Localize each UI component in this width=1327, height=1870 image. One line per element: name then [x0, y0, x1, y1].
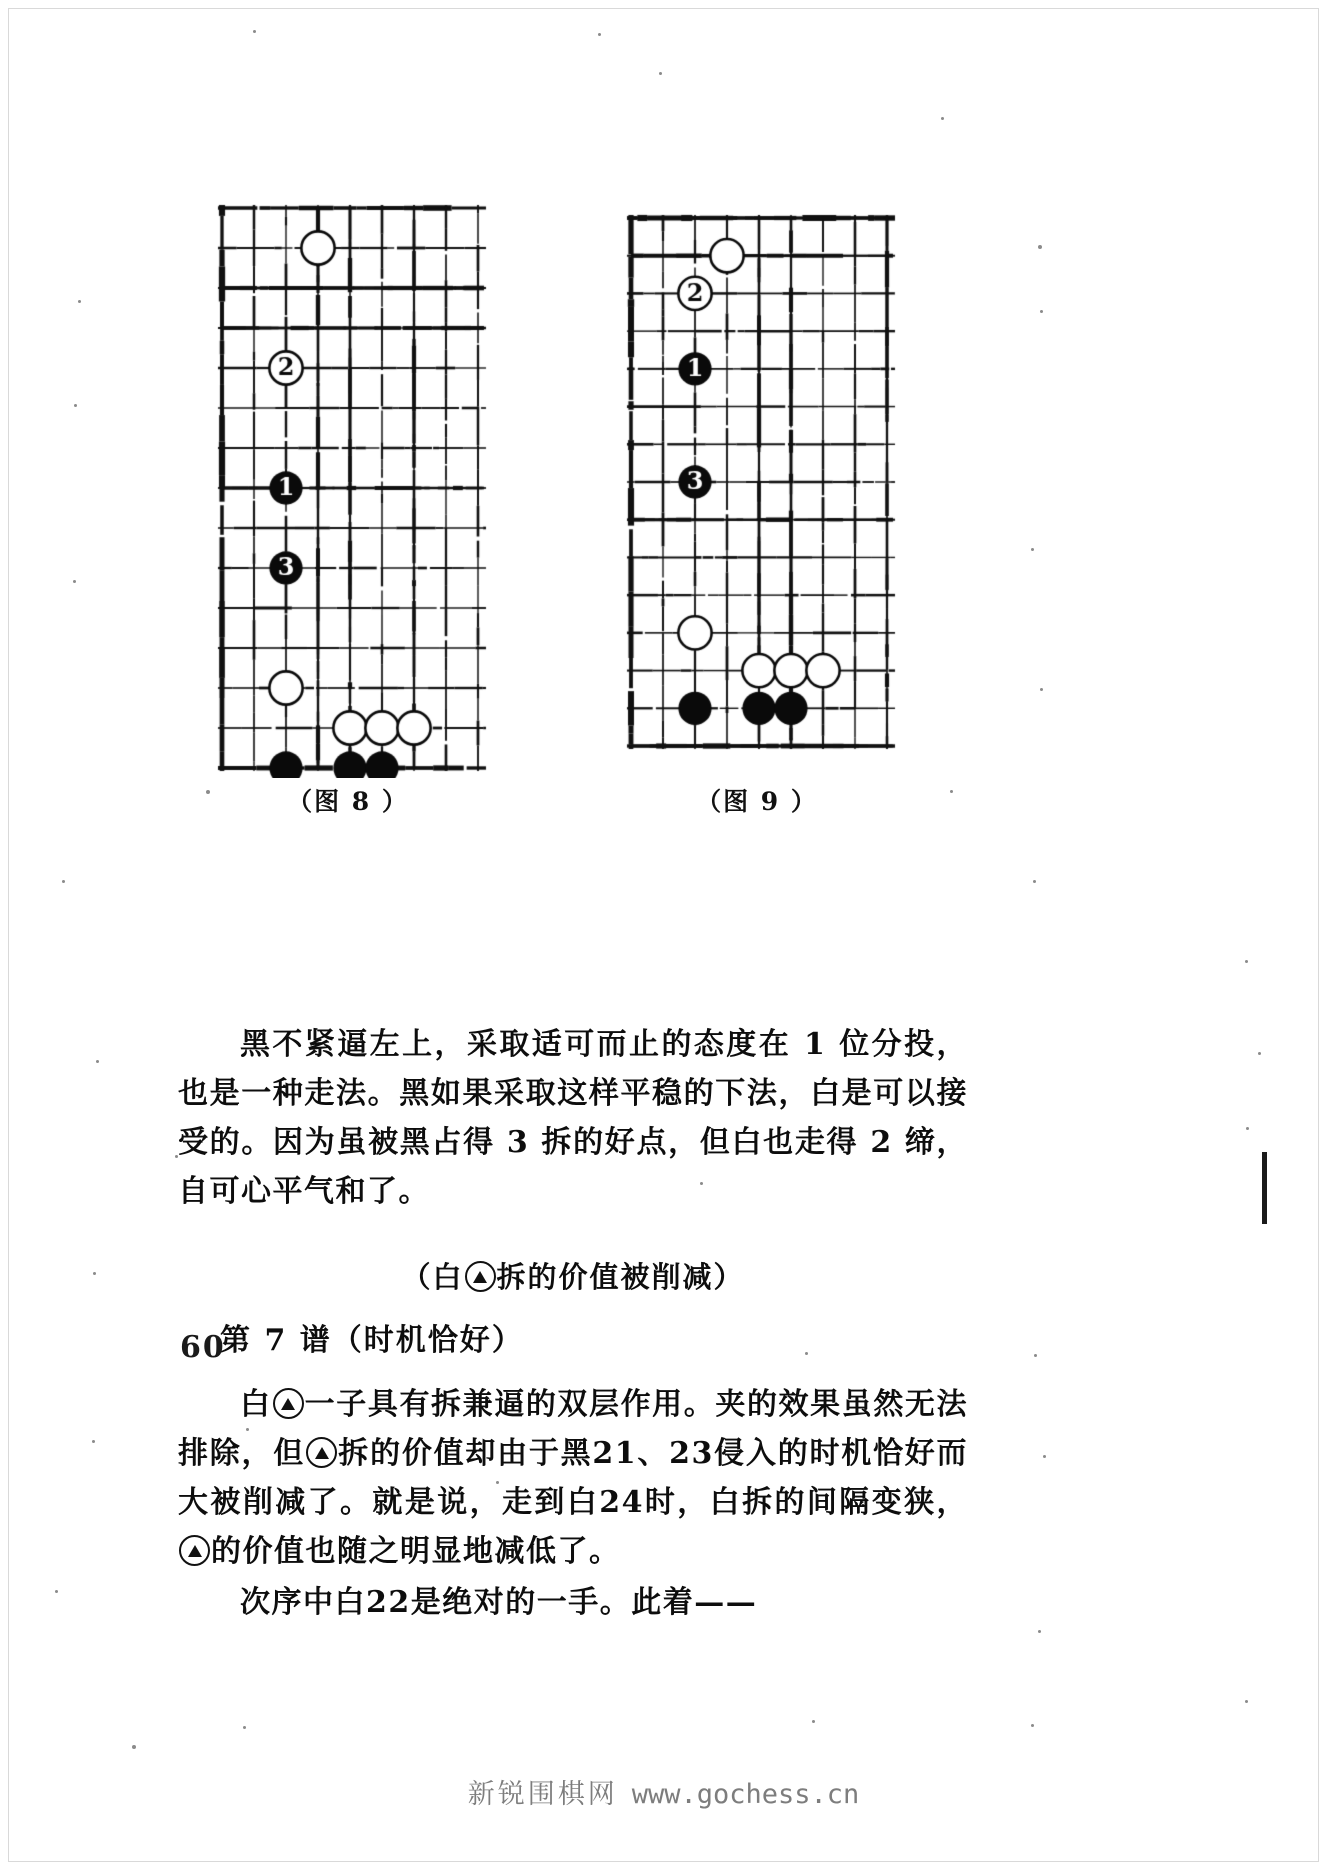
scan-speck [55, 1590, 58, 1593]
triangle-marked-stone-icon-3 [306, 1437, 337, 1468]
paragraph-2-pre: 白 [240, 1387, 272, 1422]
sub-heading-wrapper [178, 1315, 968, 1359]
triangle-marked-stone-icon-4 [179, 1535, 210, 1566]
scan-speck [1040, 688, 1043, 691]
watermark-site-name: 新锐围棋网 [467, 1779, 618, 1810]
body-text [178, 1020, 968, 1216]
scan-speck [93, 1272, 96, 1275]
scan-speck [73, 580, 76, 583]
paragraph-2-mid: 一子具有拆兼逼的双层作用。夹的效果虽然无法排除，但 [178, 1387, 969, 1471]
scan-speck [92, 1440, 95, 1443]
scan-speck [243, 1726, 246, 1729]
paragraph-3: 次序中白22是绝对的一手。此着—— [240, 1585, 758, 1620]
scan-speck [246, 1428, 249, 1431]
scan-edge-artifact [1262, 1152, 1267, 1224]
paragraph-1: 黑不紧逼左上，采取适可而止的态度在 1 位分投，也是一种走法。黑如果采取这样平稳的下法，白是可以接受的。因为虽被黑占得 3 拆的好点，但白也走得 2 缔，自可心平气和了。 [178, 1027, 968, 1209]
centered-heading [178, 1255, 968, 1296]
scan-speck [496, 1481, 499, 1484]
scan-speck [1245, 1700, 1248, 1703]
paragraph-2-mid2: 拆的价值却由于黑21、23侵入的时机恰好而大被削减了。就是说，走到白24时，白拆的间隔变狭， [178, 1436, 968, 1520]
paragraph-2-wrapper [178, 1380, 968, 1576]
centered-heading-pre: （白 [401, 1260, 464, 1294]
paragraph-3-wrapper [178, 1578, 968, 1627]
scan-speck [1038, 245, 1042, 249]
watermark-url: www.gochess.cn [631, 1779, 860, 1810]
scan-speck [175, 1155, 178, 1158]
scan-speck [700, 1182, 703, 1185]
scan-speck [1043, 1455, 1046, 1458]
scan-speck [206, 790, 210, 794]
page-number: 60 [180, 1330, 226, 1365]
triangle-marked-stone-icon [465, 1261, 496, 1292]
scan-speck [62, 880, 65, 883]
scan-speck [1245, 960, 1248, 963]
scan-speck [74, 404, 77, 407]
scan-speck [253, 30, 256, 33]
scan-speck [1040, 310, 1043, 313]
go-diagram-figure-8 [208, 198, 488, 778]
centered-heading-post: 拆的价值被削减） [496, 1260, 745, 1294]
scan-speck [78, 300, 81, 303]
scan-speck [1031, 548, 1034, 551]
go-board-2 [617, 208, 897, 756]
scan-speck [132, 1745, 136, 1749]
scan-speck [1246, 1127, 1249, 1130]
go-board-1 [208, 198, 488, 778]
scan-speck [1033, 880, 1036, 883]
paragraph-2-end: 的价值也随之明显地减低了。 [211, 1534, 621, 1569]
scan-speck [1258, 1052, 1261, 1055]
paragraph-2 [178, 1380, 968, 1576]
scan-speck [941, 117, 944, 120]
watermark-footer [0, 1772, 1327, 1811]
centered-heading-wrapper [178, 1255, 968, 1296]
triangle-marked-stone-icon-2 [273, 1388, 304, 1419]
figure-8-caption: （图 8 ） [287, 787, 409, 816]
scan-speck [1038, 1630, 1041, 1633]
scan-speck [950, 790, 953, 793]
scan-speck [805, 1352, 808, 1355]
go-diagram-figure-9 [617, 208, 897, 756]
scan-speck [96, 1060, 99, 1063]
sub-heading: 第 7 谱（时机恰好） [220, 1323, 524, 1358]
scan-speck [598, 33, 601, 36]
scan-speck [659, 72, 662, 75]
scan-speck [1034, 1354, 1037, 1357]
scan-speck [1031, 1724, 1034, 1727]
scan-speck [812, 1720, 815, 1723]
figure-9-caption: （图 9 ） [696, 787, 818, 816]
